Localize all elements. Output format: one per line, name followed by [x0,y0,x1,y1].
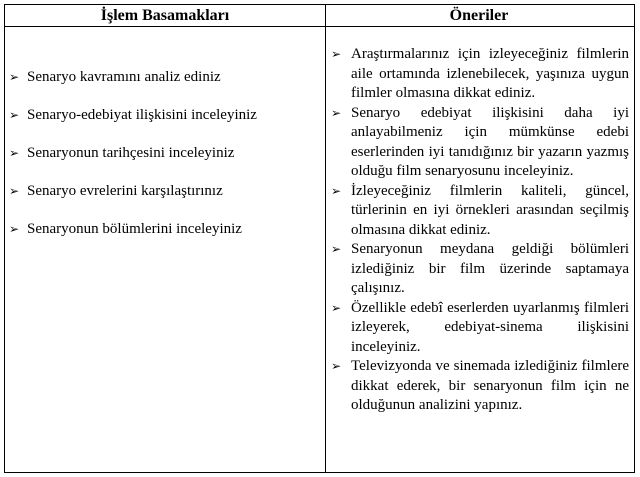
step-text: Senaryo evrelerini karşılaştırınız [27,183,223,199]
arrow-bullet-icon: ➢ [331,105,342,120]
arrow-bullet-icon: ➢ [331,47,342,61]
suggestion-text: İzleyeceğiniz filmlerin kaliteli, güncel, türlerinin en iyi örnekleri arasından seçilmiş olmasına dikkat ediniz. [351,182,629,238]
header-islem-basamaklari: İşlem Basamakları [100,7,230,24]
suggestion-item [329,104,629,182]
suggestion-item [329,45,629,104]
column-divider [325,5,326,472]
arrow-bullet-icon: ➢ [331,242,342,256]
step-item [5,67,323,87]
step-item [5,143,323,163]
step-text: Senaryonun tarihçesini inceleyiniz [27,145,235,161]
header-divider [5,26,634,27]
arrow-bullet-icon: ➢ [331,300,342,315]
arrow-bullet-icon: ➢ [9,222,20,236]
suggestions-column [329,45,629,416]
step-item [5,219,323,239]
steps-suggestions-table [4,4,635,473]
arrow-bullet-icon: ➢ [331,183,342,198]
step-text: Senaryo-edebiyat ilişkisini inceleyiniz [27,107,257,123]
suggestion-text: Televizyonda ve sinemada izlediğiniz filmlere dikkat ederek, bir senaryonun film için ne olduğunun analizini yapınız. [351,358,629,413]
suggestion-text: Araştırmalarınız için izleyeceğiniz filmlerin aile ortamında izlenebilecek, yaşınıza uygun filmler olmasına dikkat ediniz. [351,46,629,101]
suggestion-item [329,357,629,416]
suggestion-item [329,299,629,358]
step-item [5,105,323,125]
arrow-bullet-icon: ➢ [9,184,20,198]
suggestion-text: Özellikle edebî eserlerden uyarlanmış filmleri izleyerek, edebiyat-sinema ilişkisini inceleyiniz. [351,299,629,355]
suggestion-item [329,182,629,241]
header-oneriler: Öneriler [449,7,509,24]
step-item [5,181,323,201]
suggestion-item [329,240,629,299]
suggestion-text: Senaryo edebiyat ilişkisini daha iyi anlayabilmeniz için mümkünse edebi eserlerinden iyi tanıdığınız bir yazarın yazmış olduğu film senaryosunu inceleyiniz. [351,104,629,179]
arrow-bullet-icon: ➢ [9,146,20,160]
arrow-bullet-icon: ➢ [9,108,20,122]
step-text: Senaryo kavramını analiz ediniz [27,69,221,85]
arrow-bullet-icon: ➢ [9,70,20,84]
step-text: Senaryonun bölümlerini inceleyiniz [27,221,242,237]
suggestion-text: Senaryonun meydana geldiği bölümleri izlediğiniz bir film üzerinde saptamaya çalışınız. [351,241,629,296]
arrow-bullet-icon: ➢ [331,359,342,373]
